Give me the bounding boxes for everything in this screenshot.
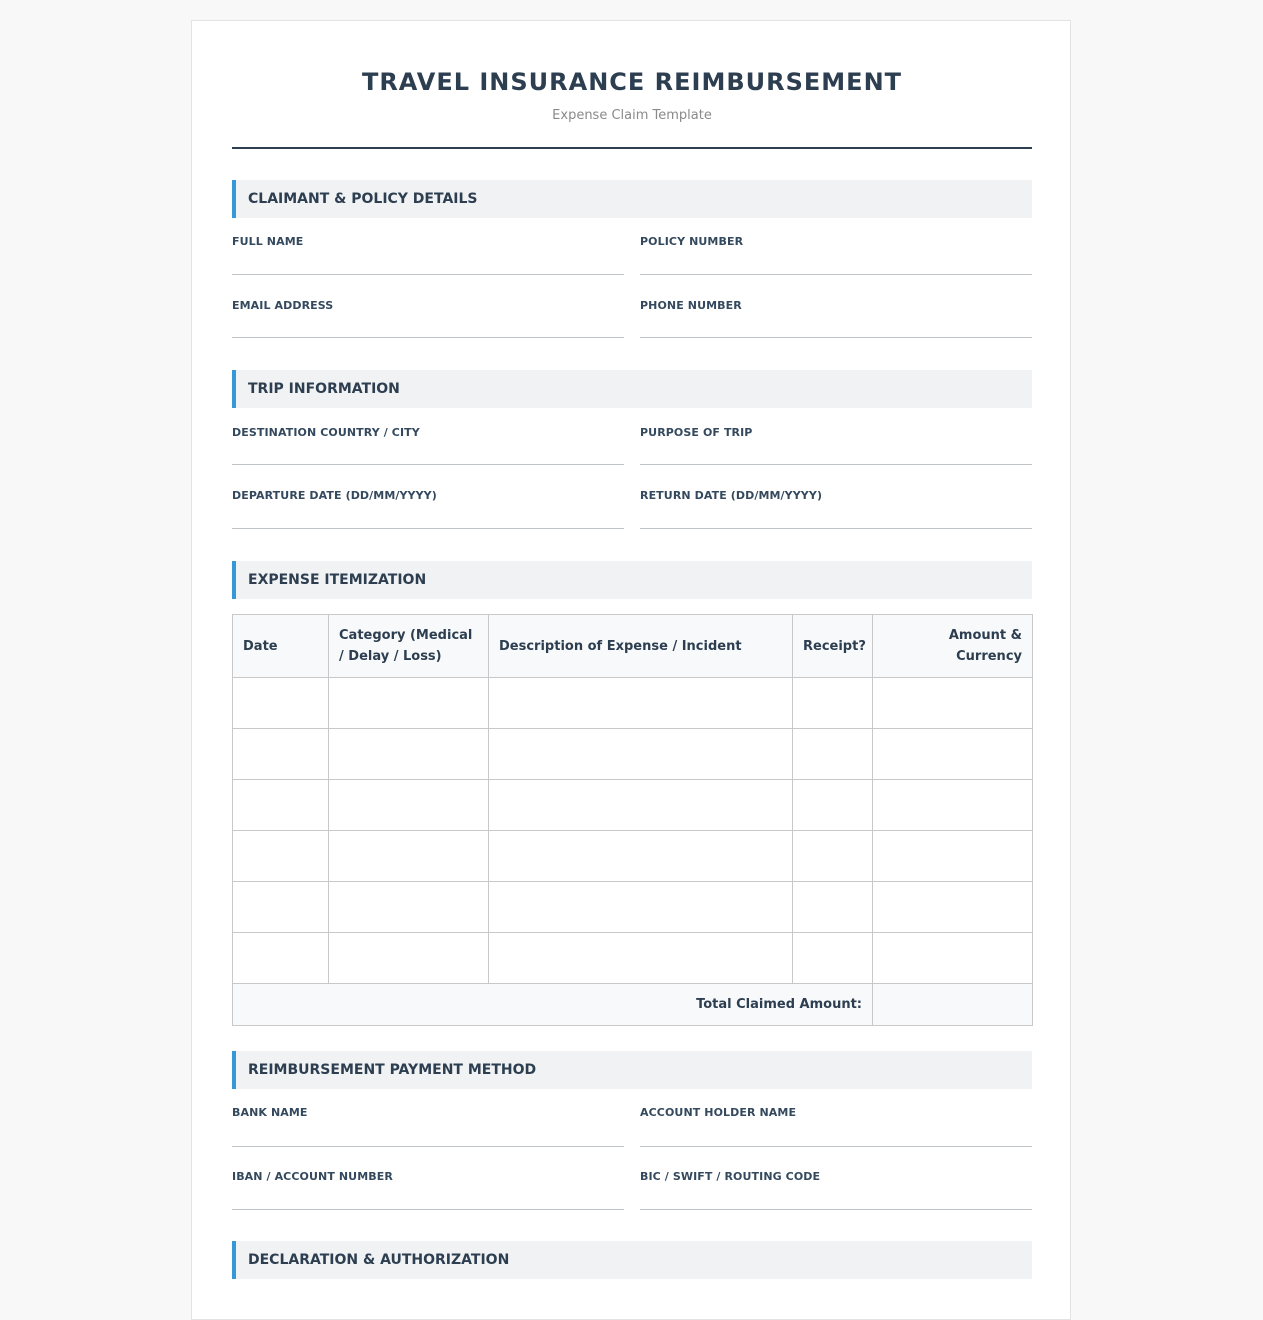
table-row [233, 933, 1033, 984]
destination-label: DESTINATION COUNTRY / CITY [232, 426, 420, 439]
amount-cell[interactable] [873, 729, 1033, 780]
amount-cell[interactable] [873, 678, 1033, 729]
receipt-cell[interactable] [793, 933, 873, 984]
purpose-label: PURPOSE OF TRIP [640, 426, 753, 439]
purpose-input-line[interactable] [640, 464, 1032, 465]
category-cell[interactable] [329, 882, 489, 933]
phone-label: PHONE NUMBER [640, 299, 742, 312]
total-amount-cell[interactable] [873, 984, 1033, 1026]
column-header-category: Category (Medical / Delay / Loss) [329, 615, 489, 678]
category-cell[interactable] [329, 933, 489, 984]
expense-table [232, 614, 1033, 1026]
document-page [191, 20, 1071, 1320]
return-date-label: RETURN DATE (DD/MM/YYYY) [640, 489, 823, 502]
section-header-claimant: CLAIMANT & POLICY DETAILS [232, 180, 1032, 218]
section-header-trip: TRIP INFORMATION [232, 370, 1032, 408]
section-header-declaration: DECLARATION & AUTHORIZATION [232, 1241, 1032, 1279]
category-cell[interactable] [329, 831, 489, 882]
table-row [233, 831, 1033, 882]
phone-input-line[interactable] [640, 337, 1032, 338]
total-row [233, 984, 1033, 1026]
departure-date-label: DEPARTURE DATE (DD/MM/YYYY) [232, 489, 437, 502]
bic-input-line[interactable] [640, 1209, 1032, 1210]
amount-cell[interactable] [873, 933, 1033, 984]
destination-input-line[interactable] [232, 464, 624, 465]
bank-name-label: BANK NAME [232, 1106, 308, 1119]
description-cell[interactable] [489, 831, 793, 882]
document-subtitle: Expense Claim Template [552, 108, 712, 123]
receipt-cell[interactable] [793, 882, 873, 933]
category-cell[interactable] [329, 729, 489, 780]
description-cell[interactable] [489, 678, 793, 729]
amount-cell[interactable] [873, 831, 1033, 882]
email-label: EMAIL ADDRESS [232, 299, 334, 312]
column-header-description: Description of Expense / Incident [489, 615, 793, 678]
description-cell[interactable] [489, 882, 793, 933]
description-cell[interactable] [489, 729, 793, 780]
date-cell[interactable] [233, 678, 329, 729]
column-header-date: Date [233, 615, 329, 678]
return-date-input-line[interactable] [640, 528, 1032, 529]
policy-number-input-line[interactable] [640, 274, 1032, 275]
section-header-expenses: EXPENSE ITEMIZATION [232, 561, 1032, 599]
date-cell[interactable] [233, 933, 329, 984]
expense-table-header-row [233, 615, 1033, 678]
date-cell[interactable] [233, 780, 329, 831]
title-divider [232, 147, 1032, 149]
category-cell[interactable] [329, 678, 489, 729]
full-name-label: FULL NAME [232, 235, 304, 248]
column-header-amount: Amount & Currency [873, 615, 1033, 678]
column-header-receipt: Receipt? [793, 615, 873, 678]
iban-label: IBAN / ACCOUNT NUMBER [232, 1170, 393, 1183]
document-title: TRAVEL INSURANCE REIMBURSEMENT [361, 68, 903, 96]
amount-cell[interactable] [873, 882, 1033, 933]
account-holder-label: ACCOUNT HOLDER NAME [640, 1106, 797, 1119]
total-claimed-label: Total Claimed Amount: [233, 984, 873, 1026]
account-holder-input-line[interactable] [640, 1146, 1032, 1147]
receipt-cell[interactable] [793, 831, 873, 882]
receipt-cell[interactable] [793, 780, 873, 831]
amount-cell[interactable] [873, 780, 1033, 831]
description-cell[interactable] [489, 780, 793, 831]
date-cell[interactable] [233, 882, 329, 933]
policy-number-label: POLICY NUMBER [640, 235, 744, 248]
receipt-cell[interactable] [793, 729, 873, 780]
description-cell[interactable] [489, 933, 793, 984]
table-row [233, 678, 1033, 729]
bank-name-input-line[interactable] [232, 1146, 624, 1147]
email-input-line[interactable] [232, 337, 624, 338]
category-cell[interactable] [329, 780, 489, 831]
full-name-input-line[interactable] [232, 274, 624, 275]
iban-input-line[interactable] [232, 1209, 624, 1210]
section-header-payment: REIMBURSEMENT PAYMENT METHOD [232, 1051, 1032, 1089]
bic-label: BIC / SWIFT / ROUTING CODE [640, 1170, 821, 1183]
table-row [233, 729, 1033, 780]
date-cell[interactable] [233, 831, 329, 882]
table-row [233, 780, 1033, 831]
table-row [233, 882, 1033, 933]
receipt-cell[interactable] [793, 678, 873, 729]
departure-date-input-line[interactable] [232, 528, 624, 529]
date-cell[interactable] [233, 729, 329, 780]
